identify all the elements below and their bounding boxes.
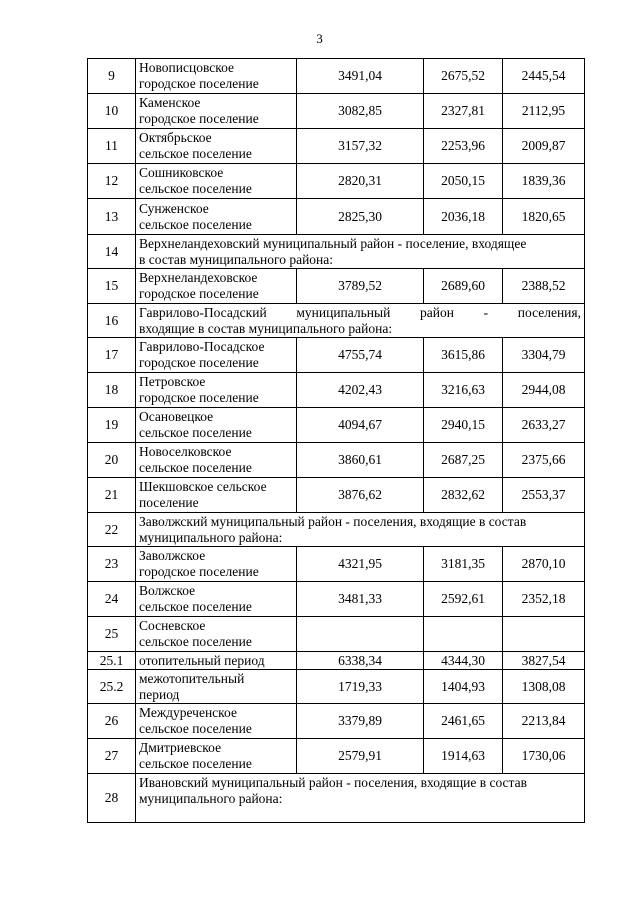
tariff-value-v3: 2009,87	[503, 129, 585, 164]
tariff-value-v2: 2327,81	[424, 94, 503, 129]
tariff-value-v2: 2687,25	[424, 443, 503, 478]
tariff-value-v3: 1839,36	[503, 164, 585, 199]
tariff-value-v2: 2689,60	[424, 269, 503, 304]
settlement-name	[136, 617, 297, 652]
row-number: 14	[88, 235, 136, 269]
table-row	[88, 652, 585, 670]
settlement-name	[136, 478, 297, 513]
table-row	[88, 199, 585, 235]
tariff-value-v2	[424, 617, 503, 652]
table-row	[88, 443, 585, 478]
table-row	[88, 304, 585, 338]
table-row	[88, 704, 585, 739]
tariff-value-v1: 1719,33	[297, 670, 424, 704]
district-heading-line: входящие в состав муниципального района:	[139, 320, 393, 336]
settlement-name-line: Сунженское	[139, 200, 209, 216]
tariff-value-v1: 4202,43	[297, 373, 424, 408]
tariff-value-v1: 3491,04	[297, 59, 424, 94]
tariff-value-v3: 2213,84	[503, 704, 585, 739]
settlement-name-line: городское поселение	[139, 355, 259, 370]
district-heading-line: Заволжский муниципальный район - поселения, входящие в состав	[139, 513, 527, 529]
settlement-name-line: Междуреченское	[139, 705, 237, 720]
table-row	[88, 373, 585, 408]
tariff-value-v3: 1820,65	[503, 199, 585, 235]
tariff-value-v3: 2553,37	[503, 478, 585, 513]
settlement-name-line: городское поселение	[139, 564, 259, 579]
table-row	[88, 408, 585, 443]
row-number: 25.1	[88, 652, 136, 670]
tariff-value-v3	[503, 617, 585, 652]
row-number: 19	[88, 408, 136, 443]
settlement-name-line: Волжское	[139, 583, 196, 598]
tariff-value-v1: 4755,74	[297, 338, 424, 373]
tariff-value-v1: 3789,52	[297, 269, 424, 304]
settlement-name-line: межотопительный	[139, 670, 245, 686]
table-row	[88, 59, 585, 94]
table-row	[88, 478, 585, 513]
tariff-value-v3: 3827,54	[503, 652, 585, 670]
district-heading	[136, 304, 585, 338]
tariff-value-v1: 3082,85	[297, 94, 424, 129]
tariff-value-v3: 2112,95	[503, 94, 585, 129]
tariff-value-v3: 2375,66	[503, 443, 585, 478]
tariff-value-v2: 1404,93	[424, 670, 503, 704]
settlement-name-line: сельское поселение	[139, 634, 252, 649]
table-row	[88, 269, 585, 304]
settlement-name	[136, 408, 297, 443]
district-heading-line: в состав муниципального района:	[139, 251, 334, 267]
settlement-name	[136, 582, 297, 617]
district-heading-line: муниципального района:	[139, 791, 283, 806]
row-number: 28	[88, 774, 136, 823]
tariff-value-v2: 2050,15	[424, 164, 503, 199]
settlement-name-line: Верхнеландеховское	[139, 270, 258, 285]
table-row	[88, 582, 585, 617]
tariff-value-v1	[297, 617, 424, 652]
settlement-name	[136, 739, 297, 774]
settlement-name	[136, 59, 297, 94]
settlement-name-line: Шекшовское сельское	[139, 479, 267, 494]
settlement-name-line: сельское поселение	[139, 721, 252, 736]
settlement-name-line: период	[139, 686, 180, 702]
table-row	[88, 94, 585, 129]
settlement-name-line: сельское поселение	[139, 216, 252, 232]
settlement-name-line: сельское поселение	[139, 756, 252, 771]
table-row	[88, 670, 585, 704]
tariff-value-v1: 3379,89	[297, 704, 424, 739]
settlement-name-line: Дмитриевское	[139, 740, 222, 755]
settlement-name-line: сельское поселение	[139, 425, 252, 440]
district-heading-line: Гаврилово-Посадский муниципальный район - поселения,	[139, 304, 581, 320]
district-heading	[136, 235, 585, 269]
settlement-name-line: Октябрьское	[139, 130, 212, 145]
tariff-table	[87, 58, 585, 823]
tariff-table-body	[88, 59, 585, 823]
tariff-value-v1: 3481,33	[297, 582, 424, 617]
tariff-value-v1: 2825,30	[297, 199, 424, 235]
row-number: 25.2	[88, 670, 136, 704]
settlement-name-line: городское поселение	[139, 76, 259, 91]
district-heading	[136, 513, 585, 547]
row-number: 16	[88, 304, 136, 338]
tariff-value-v2: 2253,96	[424, 129, 503, 164]
settlement-name-line: Новописцовское	[139, 60, 235, 75]
tariff-value-v3: 1730,06	[503, 739, 585, 774]
tariff-value-v2: 2675,52	[424, 59, 503, 94]
tariff-value-v3: 2633,27	[503, 408, 585, 443]
tariff-value-v2: 2461,65	[424, 704, 503, 739]
settlement-name-line: поселение	[139, 495, 199, 510]
tariff-value-v1: 3157,32	[297, 129, 424, 164]
settlement-name	[136, 704, 297, 739]
row-number: 17	[88, 338, 136, 373]
settlement-name-line: Каменское	[139, 95, 201, 110]
tariff-value-v1: 2579,91	[297, 739, 424, 774]
tariff-value-v3: 2388,52	[503, 269, 585, 304]
tariff-value-v1: 3876,62	[297, 478, 424, 513]
row-number: 26	[88, 704, 136, 739]
settlement-name-line: сельское поселение	[139, 599, 252, 614]
table-row	[88, 774, 585, 823]
row-number: 24	[88, 582, 136, 617]
tariff-value-v1: 3860,61	[297, 443, 424, 478]
tariff-value-v2: 3181,35	[424, 547, 503, 582]
settlement-name	[136, 164, 297, 199]
table-row	[88, 164, 585, 199]
table-row	[88, 739, 585, 774]
settlement-name-line: Сосневское	[139, 618, 206, 633]
settlement-name-line: Сошниковское	[139, 165, 224, 180]
tariff-value-v1: 4094,67	[297, 408, 424, 443]
settlement-name-line: Новоселковское	[139, 444, 232, 459]
settlement-name-line: сельское поселение	[139, 181, 252, 196]
settlement-name-line: Петровское	[139, 374, 206, 389]
row-number: 18	[88, 373, 136, 408]
table-row	[88, 338, 585, 373]
table-row	[88, 617, 585, 652]
row-number: 27	[88, 739, 136, 774]
tariff-value-v3: 2445,54	[503, 59, 585, 94]
district-heading-line: муниципального района:	[139, 529, 283, 545]
district-heading-line: Ивановский муниципальный район - поселения, входящие в состав	[139, 775, 527, 790]
settlement-name-line: сельское поселение	[139, 146, 252, 161]
tariff-value-v1: 2820,31	[297, 164, 424, 199]
row-number: 9	[88, 59, 136, 94]
settlement-name	[136, 338, 297, 373]
tariff-value-v3: 2944,08	[503, 373, 585, 408]
settlement-name-line: отопительный период	[139, 652, 265, 668]
tariff-value-v1: 6338,34	[297, 652, 424, 670]
row-number: 20	[88, 443, 136, 478]
tariff-value-v1: 4321,95	[297, 547, 424, 582]
settlement-name	[136, 547, 297, 582]
settlement-name	[136, 94, 297, 129]
settlement-name-line: Заволжское	[139, 548, 206, 563]
settlement-name-line: Осановецкое	[139, 409, 214, 424]
row-number: 10	[88, 94, 136, 129]
tariff-value-v3: 1308,08	[503, 670, 585, 704]
table-row	[88, 129, 585, 164]
settlement-name	[136, 269, 297, 304]
district-heading	[136, 774, 585, 823]
row-number: 22	[88, 513, 136, 547]
page-number: 3	[316, 31, 323, 46]
settlement-name-line: сельское поселение	[139, 460, 252, 475]
settlement-name	[136, 652, 297, 670]
settlement-name	[136, 199, 297, 235]
settlement-name-line: городское поселение	[139, 286, 259, 301]
district-heading-line: Верхнеландеховский муниципальный район - поселение, входящее	[139, 235, 527, 251]
tariff-value-v3: 2870,10	[503, 547, 585, 582]
table-row	[88, 547, 585, 582]
tariff-value-v2: 3615,86	[424, 338, 503, 373]
settlement-name-line: городское поселение	[139, 390, 259, 405]
settlement-name	[136, 129, 297, 164]
settlement-name-line: Гаврилово-Посадское	[139, 339, 265, 354]
row-number: 12	[88, 164, 136, 199]
settlement-name	[136, 373, 297, 408]
settlement-name-line: городское поселение	[139, 111, 259, 126]
tariff-value-v2: 2832,62	[424, 478, 503, 513]
tariff-value-v2: 2940,15	[424, 408, 503, 443]
tariff-value-v2: 2592,61	[424, 582, 503, 617]
settlement-name	[136, 670, 297, 704]
row-number: 11	[88, 129, 136, 164]
row-number: 15	[88, 269, 136, 304]
tariff-value-v3: 3304,79	[503, 338, 585, 373]
row-number: 13	[88, 199, 136, 235]
row-number: 23	[88, 547, 136, 582]
table-row	[88, 235, 585, 269]
row-number: 25	[88, 617, 136, 652]
tariff-value-v2: 2036,18	[424, 199, 503, 235]
row-number: 21	[88, 478, 136, 513]
table-row	[88, 513, 585, 547]
tariff-value-v2: 3216,63	[424, 373, 503, 408]
tariff-value-v3: 2352,18	[503, 582, 585, 617]
tariff-value-v2: 1914,63	[424, 739, 503, 774]
settlement-name	[136, 443, 297, 478]
tariff-value-v2: 4344,30	[424, 652, 503, 670]
